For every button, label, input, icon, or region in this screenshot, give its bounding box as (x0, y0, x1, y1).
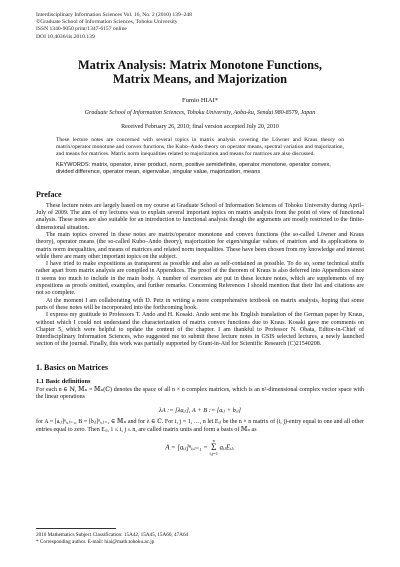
received-date: Received February 26, 2010; final version accepted July 20, 2010 (121, 123, 279, 130)
issn-line: ISSN 1340-9050 print/1347-6157 online (36, 26, 127, 33)
equation-right: aᵢⱼEᵢⱼ. (219, 444, 235, 452)
keywords-text: matrix, operator, inner product, norm, positive semidefinite, operator monotone, operator convex, divided difference, operator mean, eigenvalue, singular value, majorization, means (56, 161, 331, 175)
footnote-corresponding-author: * Corresponding author. E-mail: hiai@math.tohoku.ac.jp (36, 538, 155, 545)
sum-lower-limit: i,j=1 (209, 450, 218, 456)
footnote-rule (36, 528, 116, 529)
keywords-label: KEYWORDS: (56, 161, 91, 168)
preface-paragraph-1: These lecture notes are largely based on my course at Graduate School of Information Sciences of Tohoku University during April–July of 2009. The aim of my lectures was to explain several important topics on matrix analysis from the point of view of functional analysis. These notes are also suitable for an introduction to functional analysis though the arguments are mostly restricted to the finite-dimensional situation. (36, 202, 364, 231)
footnotes (36, 528, 364, 545)
abstract: These lecture notes are concerned with several topics in matrix analysis covering the Löwner and Kraus theory on matrix/operator monotone and convex functions, the Kubo–Ando theory on operator means, spectral variation and majorization, and means for matrices. Matrix norm inequalities related to majorization and means for matrices are also discussed. (56, 136, 344, 157)
title-line-2: Matrix Means, and Majorization (112, 72, 288, 87)
preface-paragraph-5: I express my gratitude to Professors T. Ando and H. Kosaki. Ando sent me his English translation of the German paper by Kraus, without which I could not understand the characterization of matrix convex functions due to Kraus. Kosaki gave me comments on Chapter 5, which were helpful to update the content of the chapter. I am thankful to Professor N. Obata, Editor-in-Chief of Interdisciplinary Information Sciences, who suggested me to submit these lecture notes in GSIS selected lectures, a newly launched section of the journal. Finally, this work was partially supported by Grant-in-Aid for Scientific Research (C)21540208. (36, 312, 364, 348)
section-1-heading: 1. Basics on Matrices (36, 362, 108, 372)
title-line-1: Matrix Analysis: Matrix Monotone Functions, (77, 57, 322, 72)
sum-upper-limit: n (212, 437, 215, 443)
preface-paragraph-4: At the moment I am collaborating with D. Petz in writing a more comprehensive textbook on matrix analysis, hoping that some parts of these notes will be incorporated into the forthcoming book. (36, 297, 364, 311)
keywords (56, 162, 344, 176)
preface-paragraph-2: The main topics covered in these notes are matrix/operator monotone and convex functions (the so-called Löwner and Kraus theory), operator means (the so-called Kubo–Ando theory), majorization for eigen/singular values of matrices and its applications to matrix norm inequalities, and means of matrices and related norm inequalities. These have been chosen from my knowledge and interest while there are many other important topics on the subject. (36, 232, 364, 260)
paper-title (36, 58, 364, 87)
author: Fumio HIAI* (181, 96, 219, 104)
sigma-symbol: Σ (211, 442, 217, 453)
journal-header (36, 12, 364, 41)
subsection-1-1-heading: 1.1 Basic definitions (36, 377, 91, 385)
footnote-msc: 2010 Mathematics Subject Classification: 15A42, 15A45, 15A60, 47A64 (36, 532, 189, 538)
equation-left: A = [aᵢⱼ]ⁿᵢ,ⱼ₌₁ = (165, 444, 208, 452)
preface-heading: Preface (36, 189, 62, 199)
preface-paragraph-3: I have tried to make expositions as transparent as possible and also as self-contained as possible. To do so, some technical stuffs rather apart from matrix analysis are compiled in Appendices. The proof of the theorem of Kraus is also deferred into Appendices since it seems too much to include in the main body. A number of exercises are put in these lecture notes, which are supplements of my expositions as proofs omitted, examples, and further remarks. Concerning References I should mention that their list and citations are not so complete. (36, 261, 364, 297)
summation (210, 439, 218, 457)
journal-line: Interdisciplinary Information Sciences Vol. 16, No. 2 (2010) 139–248 (36, 12, 192, 18)
affiliation: Graduate School of Information Sciences, Tohoku University, Aoba-ku, Sendai 980-8579, Japan (84, 109, 316, 116)
equation-linear-operations: λA := [λaᵢⱼ], A + B := [aᵢⱼ + bᵢⱼ] (158, 407, 241, 415)
section-1-paragraph-1: For each n ∈ ℕ, 𝕄ₙ = 𝕄ₙ(ℂ) denotes the space of all n × n complex matrices, which is an n²-dimensional complex vector space with the linear operations (36, 386, 364, 401)
section-1-paragraph-2: for A = [aᵢⱼ]ⁿᵢ,ⱼ₌₁, B = [bᵢⱼ]ⁿᵢ,ⱼ₌₁ ∈ 𝕄ₙ and for λ ∈ ℂ. For i, j = 1, …, n let Eᵢⱼ be the n × n matrix of (i, j)-entry equal to one and all other entries equal to zero. Then Eᵢⱼ, 1 ≤ i, j ≤ n, are called matrix units and form a basis of 𝕄ₙ as (36, 419, 364, 433)
doi-line: DOI 10.4036/iis.2010.139 (36, 33, 95, 40)
copyright-line: ©Graduate School of Information Sciences, Tohoku University (36, 19, 178, 26)
equation-matrix-units (36, 439, 364, 457)
